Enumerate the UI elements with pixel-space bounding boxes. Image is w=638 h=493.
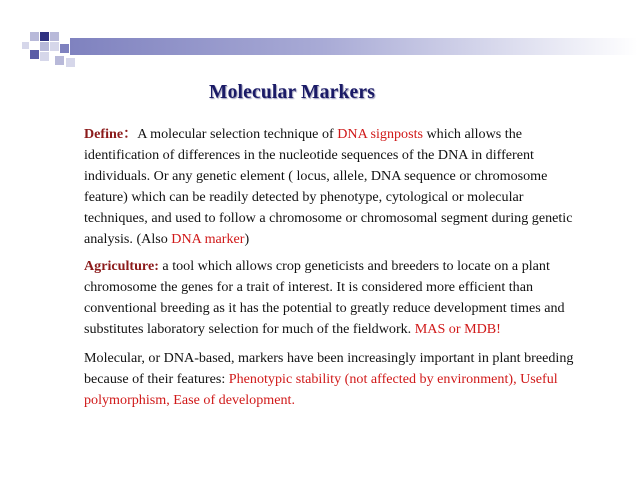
agriculture-text-1: a tool which allows crop geneticists and breeders to locate on a plant chromosome the genes for a trait of interest. It is considered more efficient than conventional breeding as it has the potential to greatly reduce development times and substitutes laboratory selection for much of the fieldwork. <box>84 258 565 337</box>
define-paragraph <box>84 124 574 250</box>
define-text-2: which allows the identification of differences in the nucleotide sequences of the DNA in different individuals. Or any genetic element ( locus, allele, DNA sequence or chromosome feature) which can be readily detected by phenotype, cytological or molecular techniques, and used to follow a chromosome or chromosomal segment during genetic analysis. (Also <box>84 126 573 247</box>
define-text-1: A molecular selection technique of <box>137 126 338 142</box>
molecular-paragraph <box>84 348 574 411</box>
define-text-3: ) <box>244 231 250 247</box>
agriculture-highlight-mas: MAS or MDB! <box>414 321 501 337</box>
define-highlight-dna-marker: DNA marker <box>171 231 245 247</box>
header-gradient-bar <box>70 38 638 55</box>
header-squares <box>22 32 75 67</box>
molecular-highlight-features: Phenotypic stability (not affected by environment), Useful polymorphism, Ease of development. <box>84 371 558 408</box>
agriculture-paragraph <box>84 256 574 340</box>
define-highlight-dna-signposts: DNA signposts <box>337 126 423 142</box>
define-label: Define <box>84 126 124 142</box>
agriculture-label: Agriculture: <box>84 258 159 274</box>
slide-title-text: Molecular Markers <box>208 82 376 103</box>
slide-body <box>84 124 574 411</box>
define-colon: ： <box>123 126 138 142</box>
header-decoration <box>0 0 638 80</box>
molecular-text-1: Molecular, or DNA-based, markers have been increasingly important in plant breeding because of their features: <box>84 350 574 387</box>
slide-title <box>0 82 638 104</box>
